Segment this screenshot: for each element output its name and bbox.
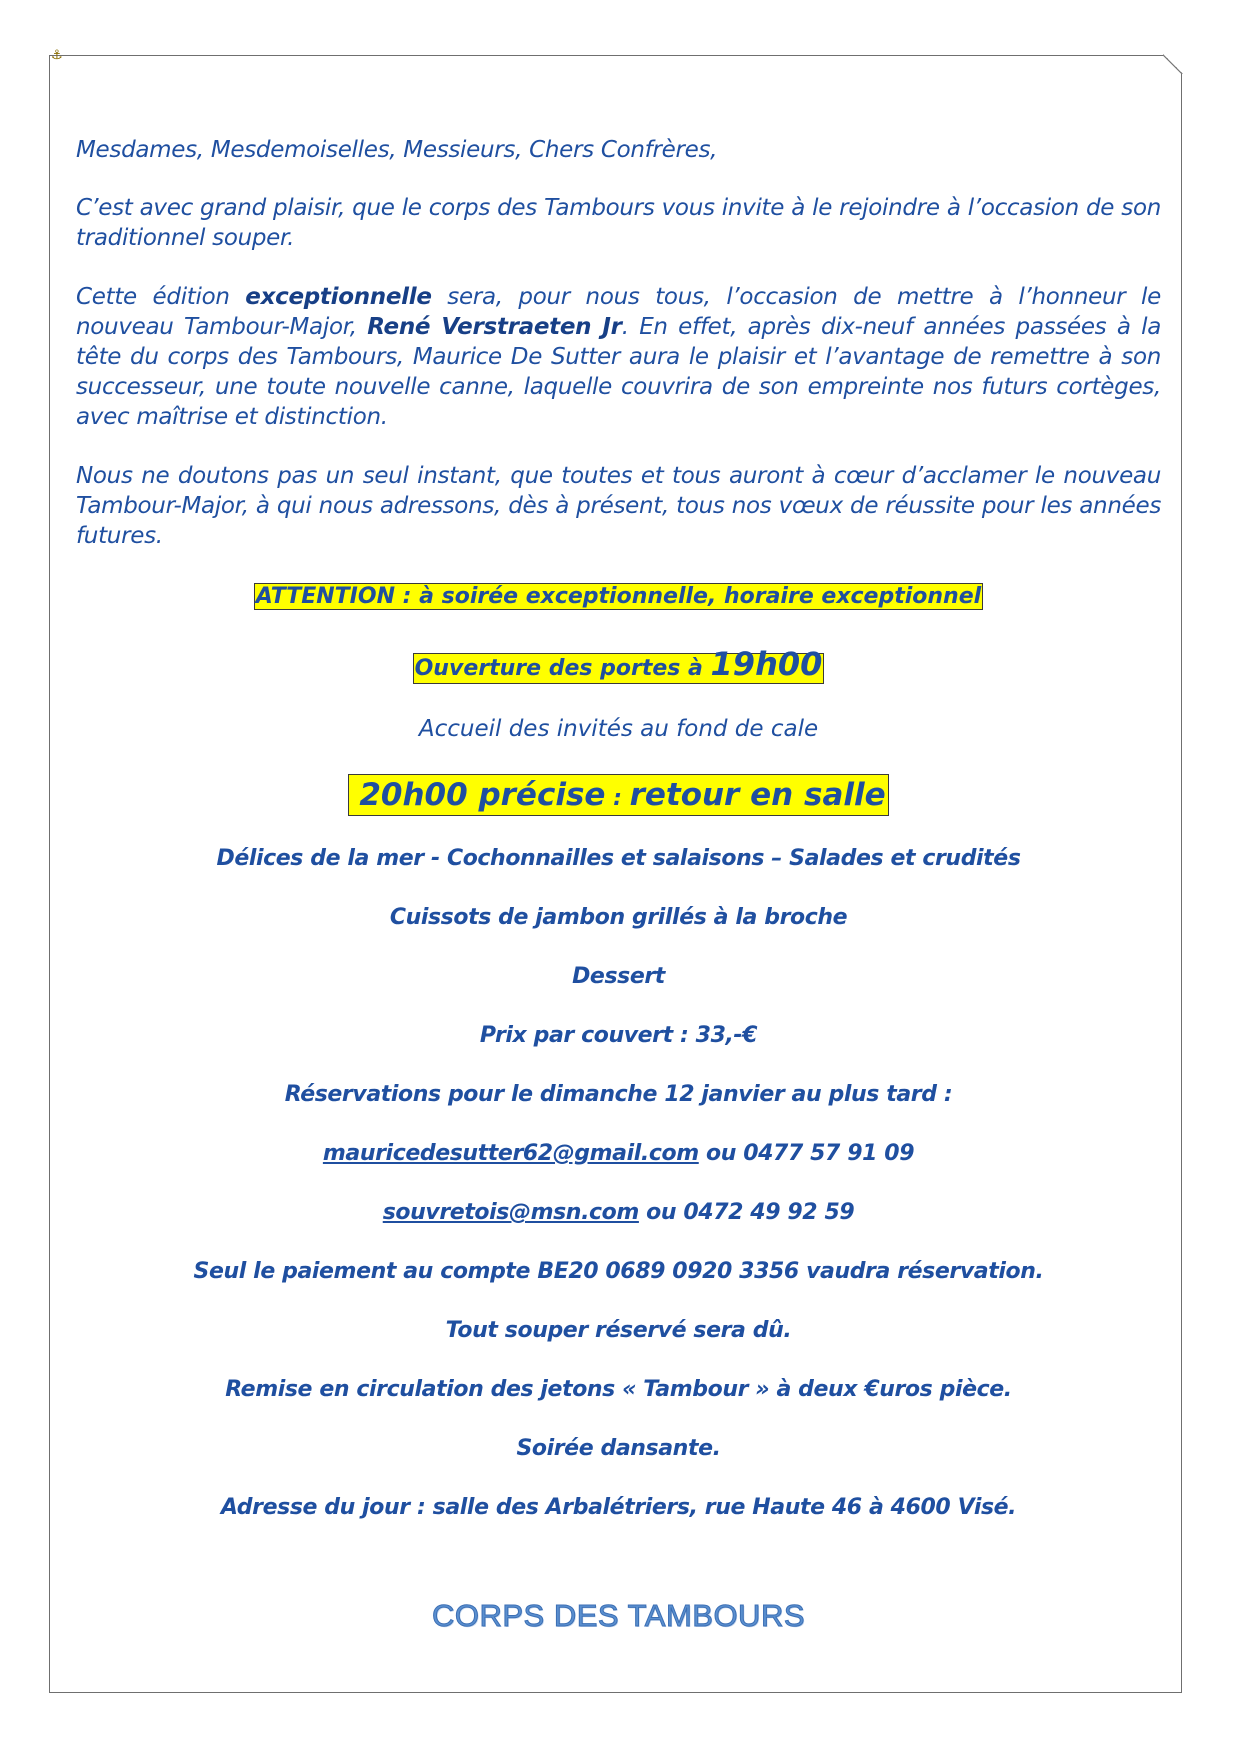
doors-label: Ouverture des portes à xyxy=(414,656,711,681)
dinner-line xyxy=(76,773,1161,822)
reservation-deadline: Réservations pour le dimanche 12 janvier au plus tard : xyxy=(284,1082,953,1107)
doors-highlight xyxy=(413,645,825,684)
phone-2: ou 0472 49 92 59 xyxy=(638,1200,855,1225)
contact-line-1 xyxy=(76,1139,1161,1169)
dinner-highlight xyxy=(348,774,888,816)
signature-logo: CORPS DES TAMBOURS xyxy=(431,1598,806,1633)
paragraph-wishes: Nous ne doutons pas un seul instant, que toutes et tous auront à cœur d’acclamer le nouveau Tambour-Major, à qui nous adressons, dès à présent, tous nos vœux de réussite pour les années futures. xyxy=(76,463,1161,549)
doors-time: 19h00 xyxy=(710,645,823,683)
payment-line: Seul le paiement au compte BE20 0689 0920 3356 vaudra réservation. xyxy=(193,1259,1044,1284)
address-line: Adresse du jour : salle des Arbalétriers, rue Haute 46 à 4600 Visé. xyxy=(220,1495,1017,1520)
welcome-line: Accueil des invités au fond de cale xyxy=(418,716,819,742)
dinner-label: retour en salle xyxy=(629,777,886,813)
paragraph-edition-bold-name: René Verstraeten Jr xyxy=(367,314,622,340)
doors-line xyxy=(76,644,1161,690)
paragraph-edition-bold-exceptional: exceptionnelle xyxy=(245,284,432,310)
attention-highlight: ATTENTION : à soirée exceptionnelle, horaire exceptionnel xyxy=(255,584,982,609)
menu-dessert: Dessert xyxy=(572,964,665,989)
paragraph-edition xyxy=(76,282,1161,432)
tokens-line: Remise en circulation des jetons « Tambour » à deux €uros pièce. xyxy=(225,1377,1012,1402)
email-link-1[interactable]: mauricedesutter62@gmail.com xyxy=(322,1141,699,1166)
paragraph-edition-text-c: . En effet, après dix-neuf années passées à la tête du corps des Tambours, Maurice De Sutter aura le plaisir et l’avantage de remettre à son successeur, une toute nouvelle canne, laquelle couvrira de son empreinte nos futurs cortèges, avec maîtrise et distinction. xyxy=(76,314,1161,430)
dinner-separator: : xyxy=(605,786,630,811)
email-link-2[interactable]: souvretois@msn.com xyxy=(382,1200,639,1225)
attention-line xyxy=(76,582,1161,612)
paragraph-edition-text-b: sera, pour nous tous, l’occasion de mettre à l’honneur le nouveau Tambour-Major, xyxy=(76,284,1161,340)
due-line: Tout souper réservé sera dû. xyxy=(445,1318,792,1343)
dance-line: Soirée dansante. xyxy=(516,1436,721,1461)
dinner-time: 20h00 précise xyxy=(359,777,606,813)
salutation: Mesdames, Mesdemoiselles, Messieurs, Chers Confrères, xyxy=(76,137,718,163)
menu-main: Cuissots de jambon grillés à la broche xyxy=(389,905,848,930)
paragraph-invitation: C’est avec grand plaisir, que le corps des Tambours vous invite à le rejoindre à l’occasion de son traditionnel souper. xyxy=(76,195,1161,251)
anchor-icon: ⚓ xyxy=(51,48,63,63)
paragraph-edition-text-a: Cette édition xyxy=(76,284,246,310)
menu-starters: Délices de la mer - Cochonnailles et salaisons – Salades et crudités xyxy=(216,846,1021,871)
contact-line-2 xyxy=(76,1198,1161,1228)
phone-1: ou 0477 57 91 09 xyxy=(698,1141,915,1166)
menu-price: Prix par couvert : 33,-€ xyxy=(479,1023,758,1048)
